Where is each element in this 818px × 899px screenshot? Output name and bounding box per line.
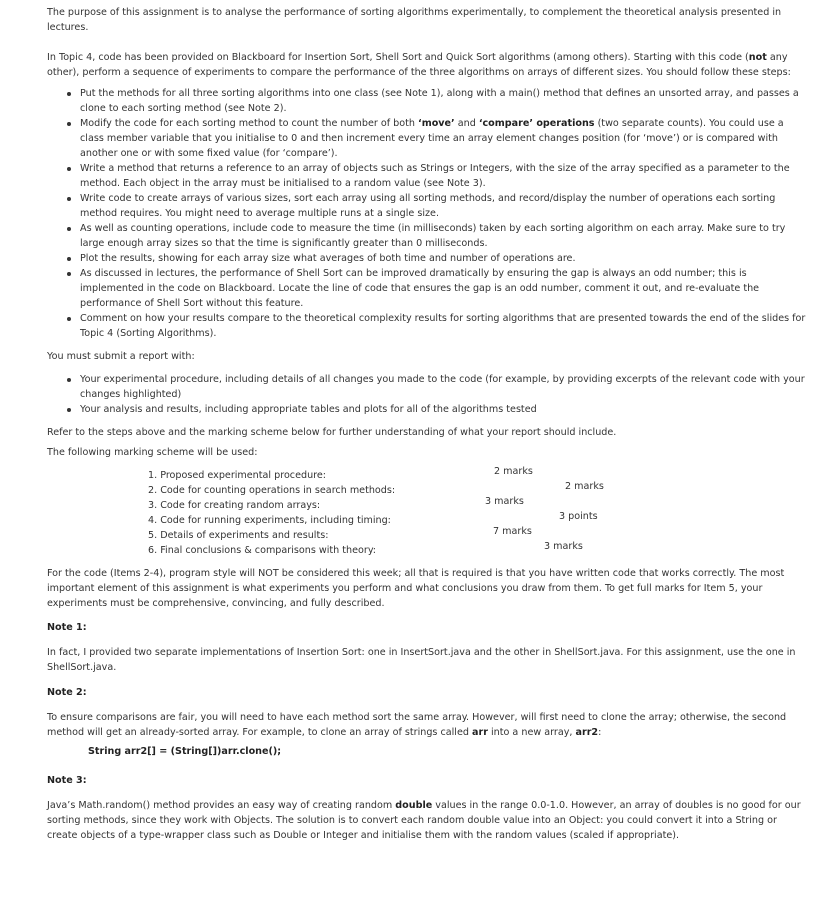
marking-scheme [47,468,807,558]
note-1-text: In fact, I provided two separate implementations of Insertion Sort: one in InsertSort.java and the other in ShellSort.java. For this assignment, use the one in ShellSort.java. [47,647,796,673]
scheme-criterion-2: 2. Code for counting operations in search methods: [148,485,396,496]
scheme-criterion-5: 5. Details of experiments and results: [148,530,329,541]
step-2-text-a: Modify the code for each sorting method to count the number of both [80,118,419,129]
scheme-criterion-1: 1. Proposed experimental procedure: [148,470,327,481]
note-2-arr-emphasis: arr [472,727,488,738]
scheme-criterion-4: 4. Code for running experiments, including timing: [148,515,391,526]
scheme-mark-3: 3 marks [485,496,524,507]
step-item-4: Write code to create arrays of various sizes, sort each array using all sorting methods, and record/display the number of operations each sorting method requires. You might need to average multiple runs at a single size. [80,191,807,221]
scheme-mark-1: 2 marks [494,466,533,477]
step-item-6: Plot the results, showing for each array size what averages of both time and number of operations are. [80,251,807,266]
note-3-double-emphasis: double [395,800,433,811]
report-item-2: Your analysis and results, including appropriate tables and plots for all of the algorithms tested [80,402,807,417]
step-item-1: Put the methods for all three sorting algorithms into one class (see Note 1), along with a main() method that defines an unsorted array, and passes a clone to each sorting method (see Note 2). [80,86,807,116]
intro-paragraph: The purpose of this assignment is to analyse the performance of sorting algorithms experimentally, to complement the theoretical analysis presented in lectures. [47,7,782,33]
step-item-7: As discussed in lectures, the performance of Shell Sort can be improved dramatically by ensuring the gap is always an odd number; this is implemented in the code on Blackboard. Locate the line of code that ensures the gap is an odd number, comment it out, and re-evaluate the performance of Shell Sort without this feature. [80,266,807,311]
scheme-mark-6: 3 marks [544,541,583,552]
report-list [47,372,807,417]
marking-scheme-intro: The following marking scheme will be used: [47,447,258,458]
step-item-2 [80,116,807,161]
step-2-text-d: (two separate counts). You could use a class member variable that you initialise to 0 and then increment every time an array element changes position (for ‘move’) or is compared with another one or with some fixed value (for ‘compare’). [80,118,784,159]
step-item-8: Comment on how your results compare to the theoretical complexity results for sorting algorithms that are presented towards the end of the slides for Topic 4 (Sorting Algorithms). [80,313,806,339]
note-2-text-a: To ensure comparisons are fair, you will need to have each method sort the same array. However, will first need to clone the array; otherwise, the second method will get an already-sorted array. For example, to clone an array of strings called [47,712,787,738]
note-2-heading: Note 2: [47,687,87,698]
scheme-criterion-3: 3. Code for creating random arrays: [148,500,321,511]
refer-paragraph: Refer to the steps above and the marking scheme below for further understanding of what your report should include. [47,427,617,438]
note-3-text [47,798,807,843]
note-3-text-a: Java’s Math.random() method provides an easy way of creating random [47,800,396,811]
steps-list [47,86,807,341]
scheme-mark-4: 3 points [559,511,598,522]
note-1-heading: Note 1: [47,622,87,633]
submit-intro: You must submit a report with: [47,351,195,362]
topic4-text-end: any other), perform a sequence of experiments to compare the performance of the three algorithms on arrays of different sizes. You should follow these steps: [47,52,791,78]
clone-code-example: String arr2[] = (String[])arr.clone(); [88,746,282,757]
step-2-text-c: and [454,118,479,129]
step-item-5: As well as counting operations, include code to measure the time (in milliseconds) taken by each sorting algorithm on each array. Make sure to try large enough array sizes so that the time is significantly greater than 0 milliseconds. [80,221,807,251]
note-3-text-b: values in the range 0.0-1.0. However, an array of doubles is no good for our sorting methods, since they work with Objects. The solution is to convert each random double value into an Object: you could convert it into a String or create objects of a type-wrapper class such as Double or Integer and initialise them with the random values (scaled if appropriate). [47,800,801,841]
step-2-move-emphasis: ‘move’ [418,118,455,129]
topic4-not-emphasis: not [748,52,767,63]
note-2-text [47,710,807,740]
scheme-criterion-6: 6. Final conclusions & comparisons with theory: [148,545,377,556]
assignment-document [47,5,807,843]
code-style-paragraph: For the code (Items 2-4), program style will NOT be considered this week; all that is required is that you have written code that works correctly. The most important element of this assignment is what experiments you perform and what conclusions you draw from them. To get full marks for Item 5, your experiments must be comprehensive, convincing, and fully described. [47,568,785,609]
scheme-mark-2: 2 marks [565,481,604,492]
scheme-mark-5: 7 marks [493,526,532,537]
note-2-arr2-emphasis: arr2 [575,727,599,738]
note-2-text-c: : [598,727,602,738]
topic4-paragraph [47,50,807,80]
step-item-3: Write a method that returns a reference to an array of objects such as Strings or Integers, with the size of the array specified as a parameter to the method. Each object in the array must be initialised to a random value (see Note 3). [80,161,807,191]
note-3-heading: Note 3: [47,775,87,786]
step-2-compare-emphasis: ‘compare’ operations [478,118,595,129]
topic4-text-start: In Topic 4, code has been provided on Blackboard for Insertion Sort, Shell Sort and Quick Sort algorithms (among others). Starting with this code ( [47,52,749,63]
report-item-1: Your experimental procedure, including details of all changes you made to the code (for example, by providing excerpts of the relevant code with your changes highlighted) [80,372,807,402]
note-2-text-b: into a new array, [487,727,576,738]
